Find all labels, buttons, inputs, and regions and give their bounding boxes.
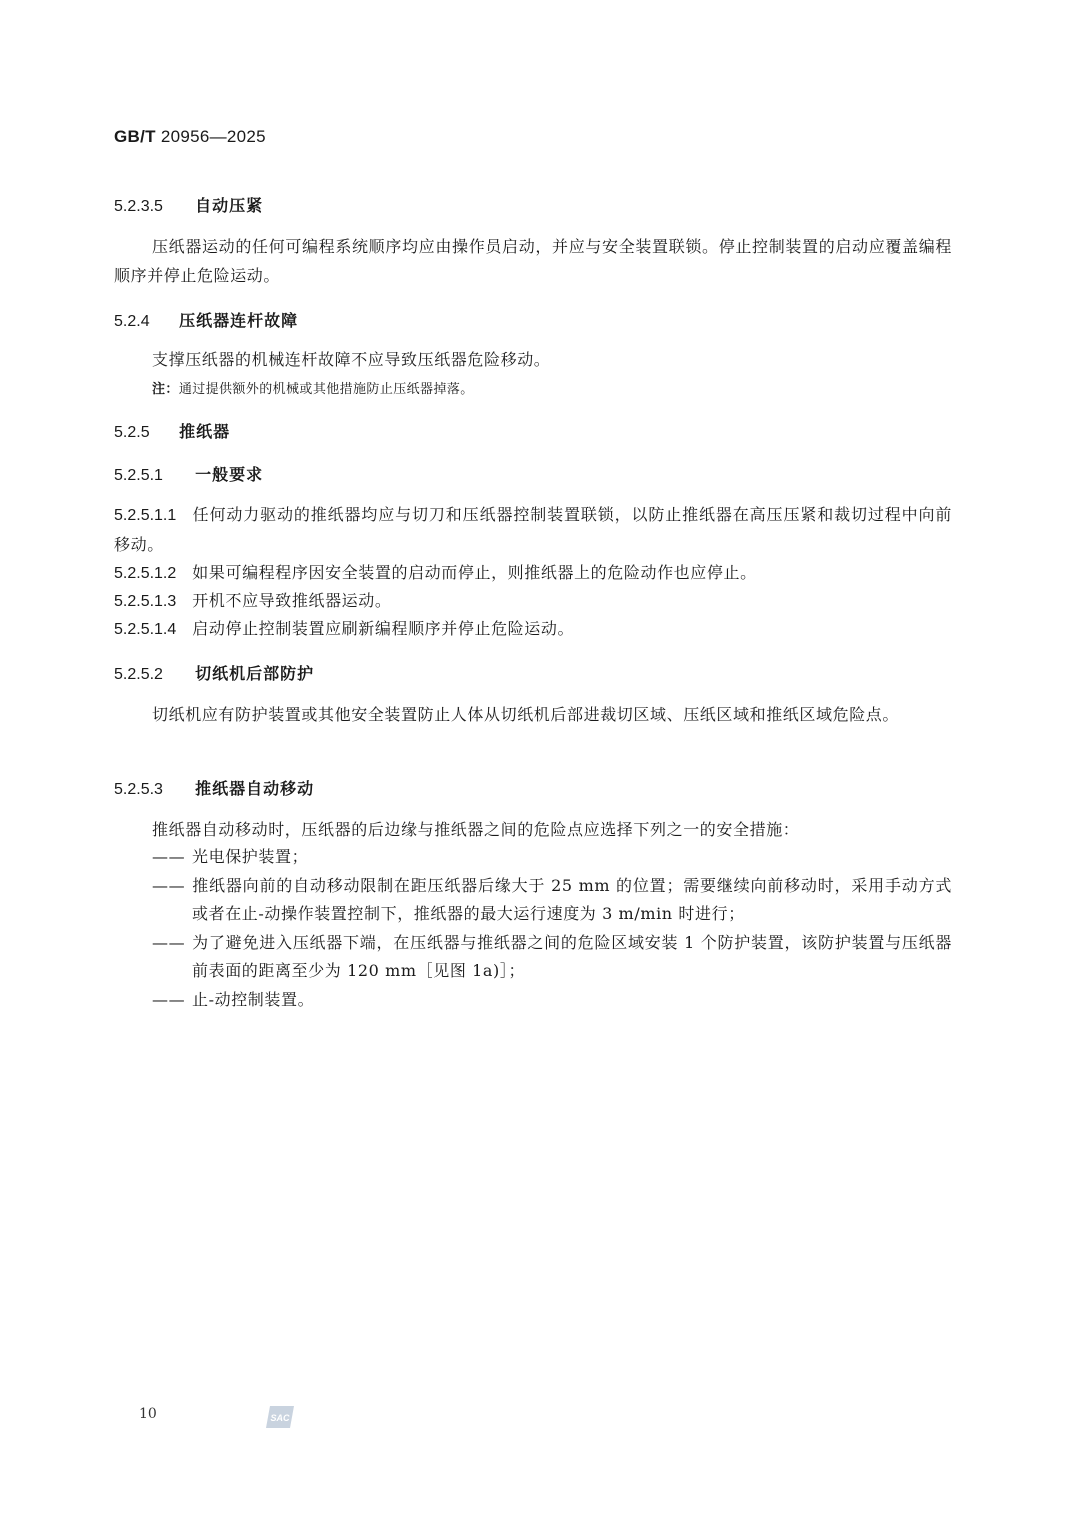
clause-number: 5.2.5.1.1: [114, 507, 177, 524]
sac-logo-icon: [264, 1404, 296, 1430]
note-label: 注：: [152, 382, 179, 397]
list-item-text: 推纸器向前的自动移动限制在距压纸器后缘大于 25 mm 的位置；需要继续向前移动时，采用手动方式或者在止-动操作装置控制下，推纸器的最大运行速度为 3 m/min 时进行；: [192, 876, 952, 923]
section-title: 一般要求: [195, 465, 264, 484]
list-dash: ——: [152, 990, 186, 1009]
list-dash: ——: [152, 933, 186, 952]
list-item: [152, 929, 952, 985]
section-heading-524: [114, 308, 298, 331]
list-dash: ——: [152, 876, 186, 895]
section-number: 5.2.5: [114, 424, 150, 441]
clause-number: 5.2.5.1.2: [114, 565, 177, 582]
standard-number: 20956—2025: [160, 127, 266, 146]
list-item-text: 光电保护装置；: [192, 847, 309, 866]
section-number: 5.2.5.2: [114, 666, 163, 683]
clause-52512: [114, 558, 952, 588]
clause-text: 任何动力驱动的推纸器均应与切刀和压纸器控制装置联锁，以防止推纸器在高压压紧和裁切过程中向前移动。: [114, 505, 952, 554]
list-item: [152, 986, 952, 1014]
section-number: 5.2.5.1: [114, 467, 163, 484]
clause-number: 5.2.5.1.4: [114, 621, 177, 638]
note: [152, 378, 474, 397]
clause-text: 如果可编程程序因安全装置的启动而停止，则推纸器上的危险动作也应停止。: [192, 563, 757, 582]
note-text: 通过提供额外的机械或其他措施防止压纸器掉落。: [178, 382, 474, 397]
section-title: 压纸器连杆故障: [179, 311, 299, 330]
section-number: 5.2.5.3: [114, 781, 163, 798]
section-heading-5253: [114, 776, 314, 799]
section-heading-5251: [114, 462, 263, 485]
section-paragraph-524: 支撑压纸器的机械连杆故障不应导致压纸器危险移动。: [152, 350, 551, 369]
list-item-text: 止-动控制装置。: [192, 990, 315, 1009]
list-item: [152, 872, 952, 928]
logo-text: SAC: [270, 1413, 290, 1423]
section-title: 推纸器: [179, 422, 231, 441]
clause-52511: [114, 500, 952, 559]
standard-code: [114, 127, 266, 147]
section-paragraph-5235: 压纸器运动的任何可编程系统顺序均应由操作员启动，并应与安全装置联锁。停止控制装置的启动应覆盖编程顺序并停止危险运动。: [114, 237, 952, 285]
section-paragraph-5252: 切纸机应有防护装置或其他安全装置防止人体从切纸机后部进裁切区域、压纸区域和推纸区域危险点。: [152, 705, 900, 724]
clause-text: 开机不应导致推纸器运动。: [192, 591, 392, 610]
section-paragraph-5253: 推纸器自动移动时，压纸器的后边缘与推纸器之间的危险点应选择下列之一的安全措施：: [152, 820, 800, 839]
clause-text: 启动停止控制装置应刷新编程顺序并停止危险运动。: [192, 619, 575, 638]
section-heading-525: [114, 419, 230, 442]
section-number: 5.2.3.5: [114, 198, 163, 215]
clause-52513: [114, 586, 952, 616]
section-title: 推纸器自动移动: [195, 779, 315, 798]
section-heading-5235: [114, 193, 263, 216]
list-item-text: 为了避免进入压纸器下端，在压纸器与推纸器之间的危险区域安装 1 个防护装置，该防护装置与压纸器前表面的距离至少为 120 mm［见图 1a)］；: [192, 933, 952, 980]
standard-prefix: GB/T: [114, 127, 156, 146]
section-title: 自动压紧: [195, 196, 264, 215]
section-heading-5252: [114, 661, 314, 684]
section-title: 切纸机后部防护: [195, 664, 315, 683]
clause-52514: [114, 614, 952, 644]
list-item: [152, 843, 952, 871]
page-number: 10: [139, 1406, 157, 1422]
list-dash: ——: [152, 847, 186, 866]
clause-number: 5.2.5.1.3: [114, 593, 177, 610]
section-number: 5.2.4: [114, 313, 150, 330]
